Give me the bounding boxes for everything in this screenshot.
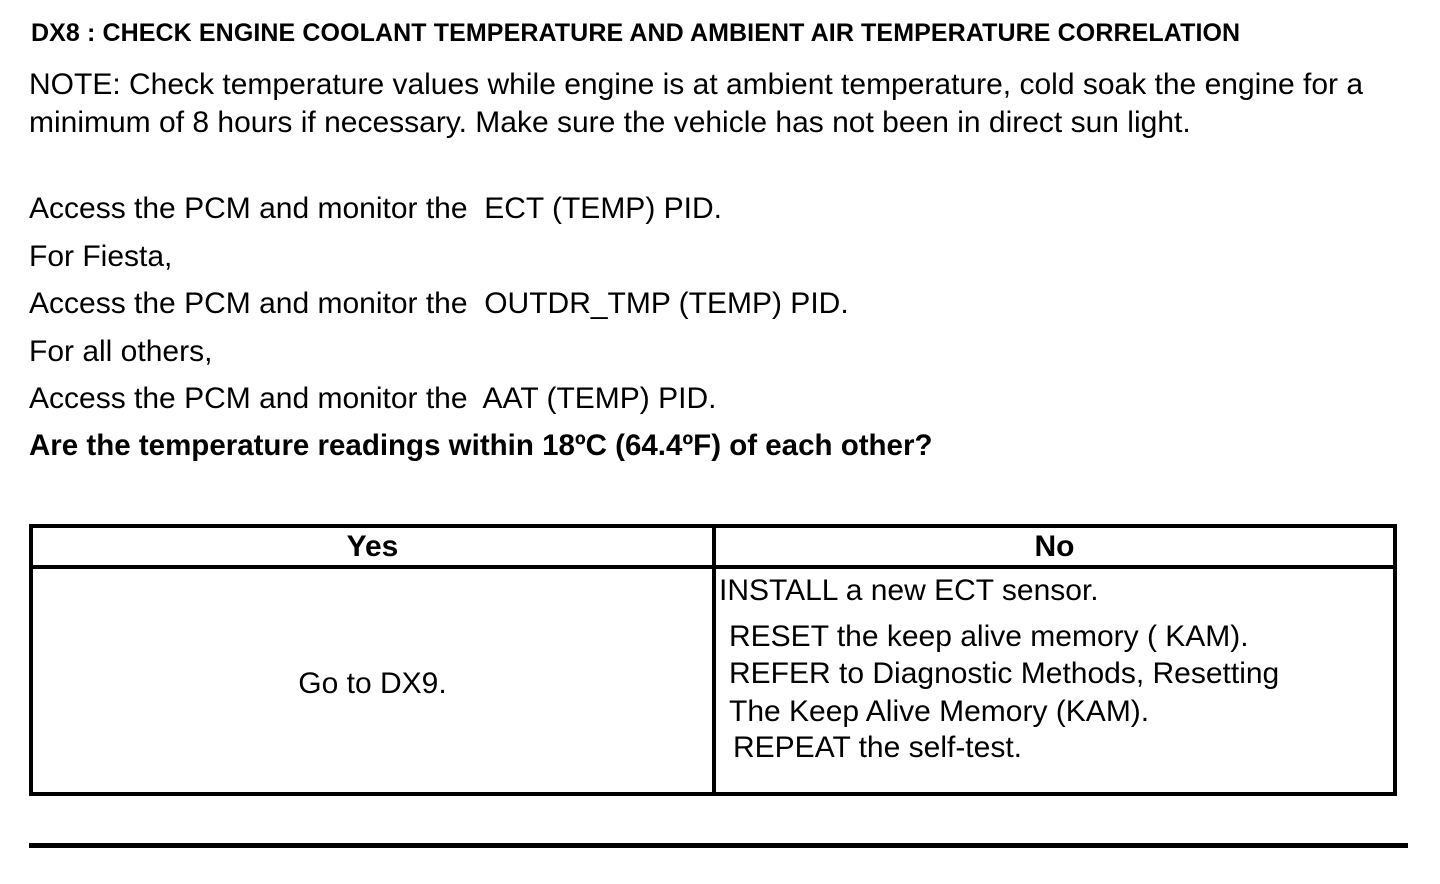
- no-action-refer: REFER to Diagnostic Methods, Resetting: [729, 657, 1280, 690]
- step-for-all-others: For all others,: [29, 335, 213, 368]
- footer-divider: [29, 843, 1408, 848]
- header-no: No: [1034, 530, 1075, 563]
- yes-action: Go to DX9.: [298, 667, 447, 700]
- no-action-repeat: REPEAT the self-test.: [733, 731, 1022, 764]
- note-paragraph: NOTE: Check temperature values while engine is at ambient temperature, cold soak the engine for a minimum of 8 hours if necessary. Make sure the vehicle has not been in direct sun light.: [29, 68, 1364, 139]
- page-title: DX8 : CHECK ENGINE COOLANT TEMPERATURE AND AMBIENT AIR TEMPERATURE CORRELATION: [31, 19, 1241, 47]
- step-monitor-outdr-tmp: Access the PCM and monitor the OUTDR_TMP (TEMP) PID.: [29, 287, 849, 320]
- no-action-reset: RESET the keep alive memory ( KAM).: [729, 620, 1249, 653]
- no-action-install: INSTALL a new ECT sensor.: [719, 574, 1099, 607]
- question: Are the temperature readings within 18ºC (64.4ºF) of each other?: [29, 429, 933, 462]
- no-action-refer-cont: The Keep Alive Memory (KAM).: [729, 695, 1150, 728]
- header-yes: Yes: [346, 530, 399, 563]
- decision-table: [29, 524, 1397, 796]
- step-for-fiesta: For Fiesta,: [29, 240, 173, 273]
- step-monitor-ect: Access the PCM and monitor the ECT (TEMP) PID.: [29, 192, 722, 225]
- header-divider: [33, 565, 1393, 569]
- step-monitor-aat: Access the PCM and monitor the AAT (TEMP) PID.: [29, 382, 717, 415]
